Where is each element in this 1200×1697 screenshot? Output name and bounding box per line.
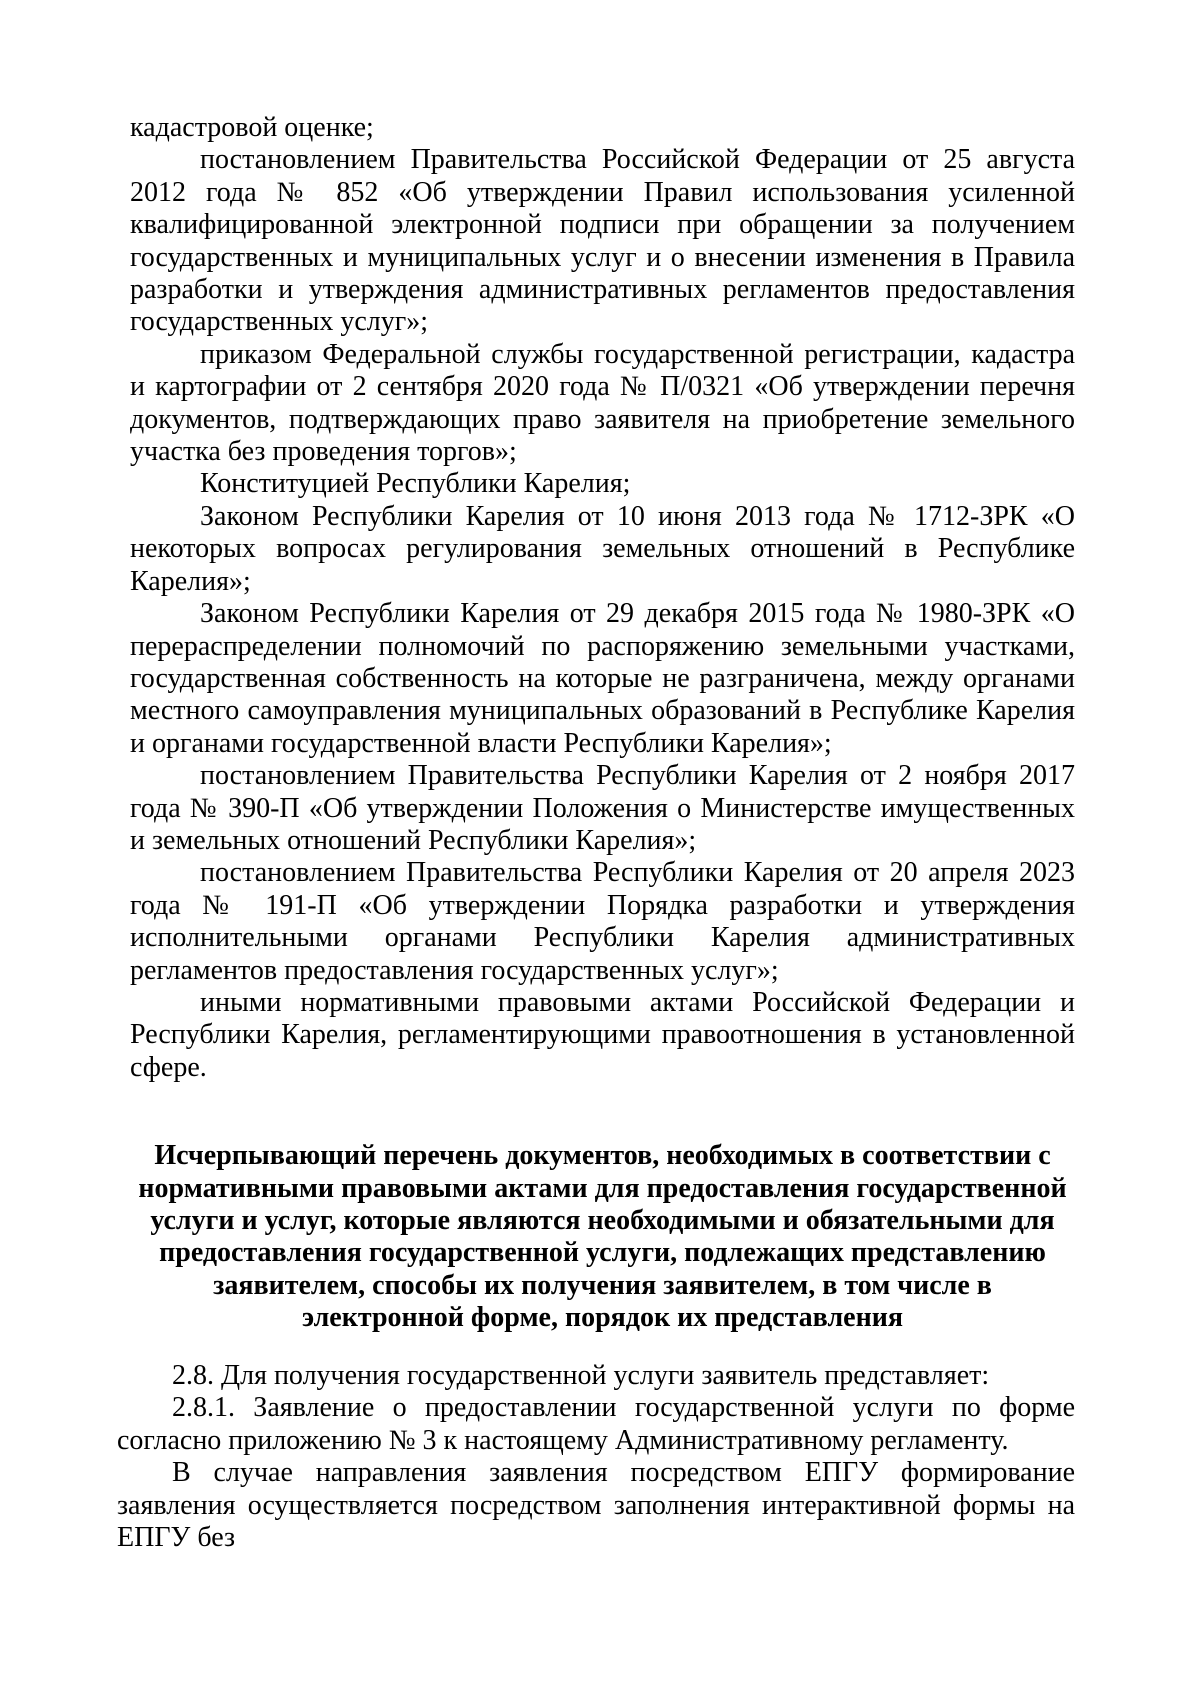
paragraph-law-1712: Законом Республики Карелия от 10 июня 2013 года № 1712-ЗРК «О некоторых вопросах регулирования земельных отношений в Республике Карелия»;: [130, 500, 1075, 597]
paragraph-decree-191: постановлением Правительства Республики Карелия от 20 апреля 2023 года № 191-П «Об утверждении Порядка разработки и утверждения исполнительными органами Республики Карелия административных регламентов предоставления государственных услуг»;: [130, 857, 1075, 986]
paragraph-2-8-1: 2.8.1. Заявление о предоставлении государственной услуги по форме согласно приложению № 3 к настоящему Административному регламенту.: [117, 1392, 1075, 1456]
paragraph-law-1980: Законом Республики Карелия от 29 декабря 2015 года № 1980-ЗРК «О перераспределении полномочий по распоряжению земельными участками, государственная собственность на которые не разграничена, между органами местного самоуправления муниципальных образований в Республике Карелия и органами государственной власти Республики Карелия»;: [130, 598, 1075, 759]
paragraph-epgu: В случае направления заявления посредством ЕПГУ формирование заявления осуществляется посредством заполнения интерактивной формы на ЕПГУ без: [117, 1457, 1075, 1554]
paragraph-2-8: 2.8. Для получения государственной услуги заявитель представляет:: [172, 1360, 990, 1391]
section-body: [117, 1360, 1075, 1554]
document-body: [130, 112, 1075, 1335]
paragraph-constitution: Конституцией Республики Карелия;: [200, 468, 631, 500]
paragraph-decree-390: постановлением Правительства Республики Карелия от 2 ноября 2017 года № 390-П «Об утверждении Положения о Министерстве имущественных и земельных отношений Республики Карелия»;: [130, 760, 1075, 856]
paragraph-order-p0321: приказом Федеральной службы государственной регистрации, кадастра и картографии от 2 сентября 2020 года № П/0321 «Об утверждении перечня документов, подтверждающих право заявителя на приобретение земельного участка без проведения торгов»;: [130, 338, 1075, 468]
paragraph-decree-852: постановлением Правительства Российской Федерации от 25 августа 2012 года № 852 «Об утверждении Правил использования усиленной квалифицированной электронной подписи при обращении за получением государственных и муниципальных услуг и о внесении изменения в Правила разработки и утверждения административных регламентов предоставления государственных услуг»;: [130, 144, 1075, 338]
section-heading: Исчерпывающий перечень документов, необходимых в соответствии с нормативными правовыми актами для предоставления государственной услуги и услуг, которые являются необходимыми и обязательными для предоставления государственной услуги, подлежащих представлению заявителем, способы их получения заявителем, в том числе в электронной форме, порядок их представления: [138, 1140, 1067, 1334]
paragraph-other-acts: иными нормативными правовыми актами Российской Федерации и Республики Карелия, регламентирующими правоотношения в установленной сфере.: [130, 986, 1075, 1083]
paragraph-continuation: кадастровой оценке;: [130, 112, 374, 143]
